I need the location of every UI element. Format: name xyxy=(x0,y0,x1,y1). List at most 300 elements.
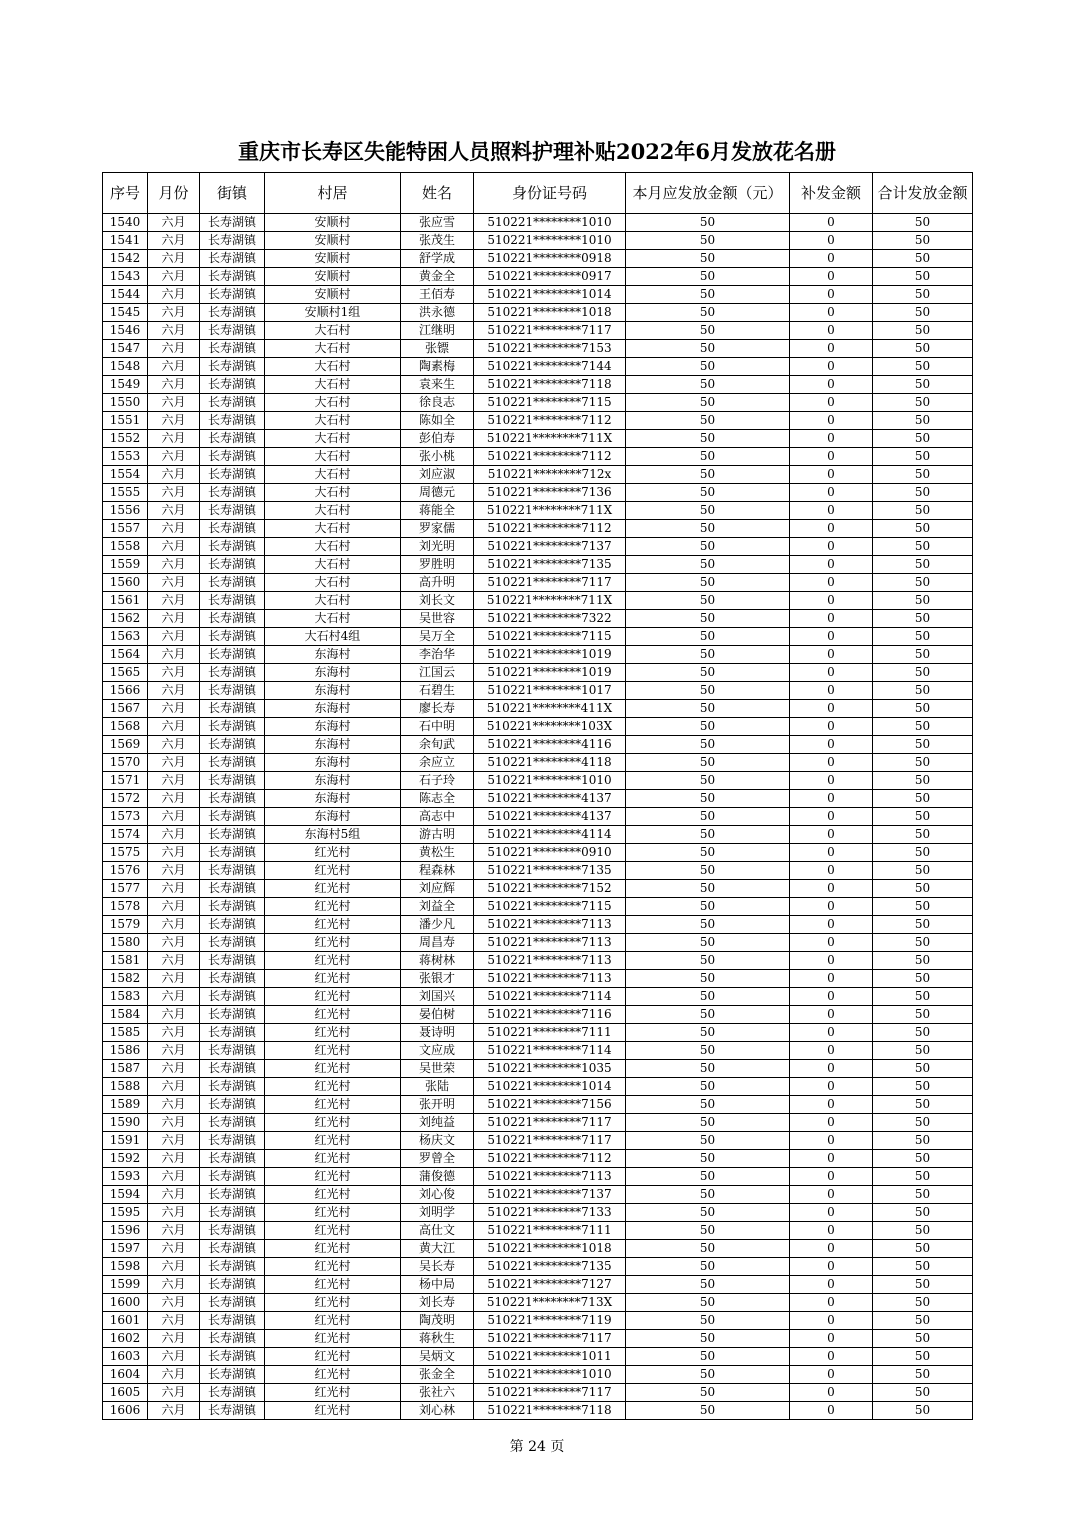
monthly-amount-cell: 50 xyxy=(626,1222,790,1240)
back-pay-cell: 0 xyxy=(790,1150,873,1168)
month-cell: 六月 xyxy=(148,466,200,484)
month-cell: 六月 xyxy=(148,538,200,556)
id-number-cell: 510221********711X xyxy=(474,592,626,610)
total-cell: 50 xyxy=(873,286,973,304)
name-cell: 张陆 xyxy=(401,1078,474,1096)
town-cell: 长寿湖镇 xyxy=(200,556,265,574)
month-cell: 六月 xyxy=(148,1132,200,1150)
monthly-amount-cell: 50 xyxy=(626,214,790,232)
village-cell: 大石村 xyxy=(265,502,401,520)
total-cell: 50 xyxy=(873,376,973,394)
back-pay-cell: 0 xyxy=(790,826,873,844)
town-cell: 长寿湖镇 xyxy=(200,754,265,772)
total-cell: 50 xyxy=(873,754,973,772)
monthly-amount-cell: 50 xyxy=(626,1150,790,1168)
back-pay-cell: 0 xyxy=(790,1330,873,1348)
village-cell: 红光村 xyxy=(265,1240,401,1258)
table-row xyxy=(103,700,973,718)
name-cell: 张茂生 xyxy=(401,232,474,250)
back-pay-cell: 0 xyxy=(790,628,873,646)
back-pay-cell: 0 xyxy=(790,844,873,862)
total-cell: 50 xyxy=(873,916,973,934)
village-cell: 红光村 xyxy=(265,1204,401,1222)
id-number-cell: 510221********711X xyxy=(474,502,626,520)
id-number-cell: 510221********7115 xyxy=(474,898,626,916)
seq-cell: 1563 xyxy=(103,628,148,646)
town-cell: 长寿湖镇 xyxy=(200,772,265,790)
name-cell: 张开明 xyxy=(401,1096,474,1114)
town-cell: 长寿湖镇 xyxy=(200,214,265,232)
id-number-cell: 510221********411X xyxy=(474,700,626,718)
monthly-amount-cell: 50 xyxy=(626,898,790,916)
month-cell: 六月 xyxy=(148,1258,200,1276)
town-cell: 长寿湖镇 xyxy=(200,520,265,538)
back-pay-cell: 0 xyxy=(790,808,873,826)
total-cell: 50 xyxy=(873,610,973,628)
town-cell: 长寿湖镇 xyxy=(200,1204,265,1222)
village-cell: 红光村 xyxy=(265,1060,401,1078)
village-cell: 大石村 xyxy=(265,358,401,376)
back-pay-cell: 0 xyxy=(790,394,873,412)
monthly-amount-cell: 50 xyxy=(626,232,790,250)
monthly-amount-cell: 50 xyxy=(626,1348,790,1366)
month-cell: 六月 xyxy=(148,790,200,808)
town-cell: 长寿湖镇 xyxy=(200,1240,265,1258)
seq-cell: 1573 xyxy=(103,808,148,826)
total-cell: 50 xyxy=(873,664,973,682)
village-cell: 红光村 xyxy=(265,1024,401,1042)
monthly-amount-cell: 50 xyxy=(626,466,790,484)
monthly-amount-cell: 50 xyxy=(626,916,790,934)
village-cell: 东海村 xyxy=(265,736,401,754)
village-cell: 大石村 xyxy=(265,466,401,484)
village-cell: 大石村 xyxy=(265,574,401,592)
name-cell: 张社六 xyxy=(401,1384,474,1402)
name-cell: 罗曾全 xyxy=(401,1150,474,1168)
monthly-amount-cell: 50 xyxy=(626,700,790,718)
village-cell: 大石村 xyxy=(265,340,401,358)
name-cell: 刘应辉 xyxy=(401,880,474,898)
town-cell: 长寿湖镇 xyxy=(200,394,265,412)
header-id-number: 身份证号码 xyxy=(474,173,626,214)
village-cell: 红光村 xyxy=(265,898,401,916)
village-cell: 大石村 xyxy=(265,484,401,502)
monthly-amount-cell: 50 xyxy=(626,340,790,358)
town-cell: 长寿湖镇 xyxy=(200,718,265,736)
town-cell: 长寿湖镇 xyxy=(200,1150,265,1168)
id-number-cell: 510221********1019 xyxy=(474,664,626,682)
seq-cell: 1594 xyxy=(103,1186,148,1204)
id-number-cell: 510221********7117 xyxy=(474,1384,626,1402)
village-cell: 红光村 xyxy=(265,1006,401,1024)
month-cell: 六月 xyxy=(148,520,200,538)
town-cell: 长寿湖镇 xyxy=(200,1348,265,1366)
id-number-cell: 510221********7117 xyxy=(474,1330,626,1348)
id-number-cell: 510221********7113 xyxy=(474,916,626,934)
id-number-cell: 510221********4118 xyxy=(474,754,626,772)
village-cell: 红光村 xyxy=(265,1078,401,1096)
month-cell: 六月 xyxy=(148,1294,200,1312)
id-number-cell: 510221********1010 xyxy=(474,232,626,250)
id-number-cell: 510221********4137 xyxy=(474,808,626,826)
name-cell: 陈如全 xyxy=(401,412,474,430)
back-pay-cell: 0 xyxy=(790,520,873,538)
village-cell: 红光村 xyxy=(265,844,401,862)
seq-cell: 1595 xyxy=(103,1204,148,1222)
seq-cell: 1565 xyxy=(103,664,148,682)
back-pay-cell: 0 xyxy=(790,214,873,232)
table-row xyxy=(103,340,973,358)
name-cell: 刘心俊 xyxy=(401,1186,474,1204)
monthly-amount-cell: 50 xyxy=(626,862,790,880)
town-cell: 长寿湖镇 xyxy=(200,700,265,718)
total-cell: 50 xyxy=(873,844,973,862)
village-cell: 红光村 xyxy=(265,1384,401,1402)
monthly-amount-cell: 50 xyxy=(626,1312,790,1330)
monthly-amount-cell: 50 xyxy=(626,754,790,772)
table-row xyxy=(103,646,973,664)
monthly-amount-cell: 50 xyxy=(626,1096,790,1114)
back-pay-cell: 0 xyxy=(790,1204,873,1222)
total-cell: 50 xyxy=(873,880,973,898)
table-row xyxy=(103,556,973,574)
month-cell: 六月 xyxy=(148,898,200,916)
village-cell: 红光村 xyxy=(265,1330,401,1348)
town-cell: 长寿湖镇 xyxy=(200,376,265,394)
id-number-cell: 510221********1011 xyxy=(474,1348,626,1366)
month-cell: 六月 xyxy=(148,1114,200,1132)
seq-cell: 1540 xyxy=(103,214,148,232)
table-row xyxy=(103,484,973,502)
monthly-amount-cell: 50 xyxy=(626,1078,790,1096)
town-cell: 长寿湖镇 xyxy=(200,1096,265,1114)
village-cell: 东海村 xyxy=(265,700,401,718)
village-cell: 大石村 xyxy=(265,394,401,412)
table-row xyxy=(103,1204,973,1222)
header-total: 合计发放金额 xyxy=(873,173,973,214)
month-cell: 六月 xyxy=(148,286,200,304)
monthly-amount-cell: 50 xyxy=(626,412,790,430)
monthly-amount-cell: 50 xyxy=(626,934,790,952)
month-cell: 六月 xyxy=(148,592,200,610)
month-cell: 六月 xyxy=(148,430,200,448)
seq-cell: 1555 xyxy=(103,484,148,502)
table-row xyxy=(103,862,973,880)
village-cell: 红光村 xyxy=(265,880,401,898)
village-cell: 红光村 xyxy=(265,916,401,934)
total-cell: 50 xyxy=(873,556,973,574)
table-row xyxy=(103,988,973,1006)
village-cell: 东海村 xyxy=(265,646,401,664)
id-number-cell: 510221********103X xyxy=(474,718,626,736)
id-number-cell: 510221********7112 xyxy=(474,520,626,538)
table-row xyxy=(103,1384,973,1402)
table-row xyxy=(103,1168,973,1186)
table-row xyxy=(103,934,973,952)
seq-cell: 1587 xyxy=(103,1060,148,1078)
id-number-cell: 510221********1018 xyxy=(474,1240,626,1258)
monthly-amount-cell: 50 xyxy=(626,1060,790,1078)
page-title: 重庆市长寿区失能特困人员照料护理补贴2022年6月发放花名册 xyxy=(237,139,837,164)
monthly-amount-cell: 50 xyxy=(626,1186,790,1204)
back-pay-cell: 0 xyxy=(790,970,873,988)
total-cell: 50 xyxy=(873,268,973,286)
town-cell: 长寿湖镇 xyxy=(200,358,265,376)
id-number-cell: 510221********0917 xyxy=(474,268,626,286)
table-row xyxy=(103,448,973,466)
total-cell: 50 xyxy=(873,1150,973,1168)
total-cell: 50 xyxy=(873,1114,973,1132)
town-cell: 长寿湖镇 xyxy=(200,484,265,502)
monthly-amount-cell: 50 xyxy=(626,358,790,376)
seq-cell: 1554 xyxy=(103,466,148,484)
total-cell: 50 xyxy=(873,1024,973,1042)
town-cell: 长寿湖镇 xyxy=(200,610,265,628)
month-cell: 六月 xyxy=(148,1096,200,1114)
village-cell: 红光村 xyxy=(265,1186,401,1204)
village-cell: 安顺村1组 xyxy=(265,304,401,322)
id-number-cell: 510221********1018 xyxy=(474,304,626,322)
total-cell: 50 xyxy=(873,628,973,646)
name-cell: 周昌寿 xyxy=(401,934,474,952)
total-cell: 50 xyxy=(873,1366,973,1384)
monthly-amount-cell: 50 xyxy=(626,286,790,304)
town-cell: 长寿湖镇 xyxy=(200,286,265,304)
seq-cell: 1547 xyxy=(103,340,148,358)
village-cell: 红光村 xyxy=(265,1168,401,1186)
back-pay-cell: 0 xyxy=(790,268,873,286)
seq-cell: 1582 xyxy=(103,970,148,988)
town-cell: 长寿湖镇 xyxy=(200,826,265,844)
table-row xyxy=(103,772,973,790)
month-cell: 六月 xyxy=(148,628,200,646)
table-row xyxy=(103,394,973,412)
back-pay-cell: 0 xyxy=(790,1024,873,1042)
id-number-cell: 510221********1010 xyxy=(474,214,626,232)
back-pay-cell: 0 xyxy=(790,466,873,484)
month-cell: 六月 xyxy=(148,556,200,574)
back-pay-cell: 0 xyxy=(790,1042,873,1060)
name-cell: 彭伯寿 xyxy=(401,430,474,448)
total-cell: 50 xyxy=(873,520,973,538)
id-number-cell: 510221********7127 xyxy=(474,1276,626,1294)
monthly-amount-cell: 50 xyxy=(626,1114,790,1132)
monthly-amount-cell: 50 xyxy=(626,1330,790,1348)
town-cell: 长寿湖镇 xyxy=(200,268,265,286)
village-cell: 东海村 xyxy=(265,664,401,682)
id-number-cell: 510221********7322 xyxy=(474,610,626,628)
monthly-amount-cell: 50 xyxy=(626,1132,790,1150)
monthly-amount-cell: 50 xyxy=(626,1384,790,1402)
month-cell: 六月 xyxy=(148,1078,200,1096)
id-number-cell: 510221********7112 xyxy=(474,1150,626,1168)
table-row xyxy=(103,592,973,610)
town-cell: 长寿湖镇 xyxy=(200,988,265,1006)
name-cell: 徐良志 xyxy=(401,394,474,412)
id-number-cell: 510221********7116 xyxy=(474,1006,626,1024)
table-row xyxy=(103,1150,973,1168)
town-cell: 长寿湖镇 xyxy=(200,1384,265,1402)
seq-cell: 1561 xyxy=(103,592,148,610)
month-cell: 六月 xyxy=(148,214,200,232)
name-cell: 刘长文 xyxy=(401,592,474,610)
total-cell: 50 xyxy=(873,394,973,412)
name-cell: 吴世容 xyxy=(401,610,474,628)
total-cell: 50 xyxy=(873,1330,973,1348)
town-cell: 长寿湖镇 xyxy=(200,1024,265,1042)
name-cell: 蒋树林 xyxy=(401,952,474,970)
total-cell: 50 xyxy=(873,502,973,520)
town-cell: 长寿湖镇 xyxy=(200,430,265,448)
back-pay-cell: 0 xyxy=(790,790,873,808)
month-cell: 六月 xyxy=(148,340,200,358)
name-cell: 黄松生 xyxy=(401,844,474,862)
total-cell: 50 xyxy=(873,1240,973,1258)
village-cell: 红光村 xyxy=(265,1312,401,1330)
total-cell: 50 xyxy=(873,1204,973,1222)
table-row xyxy=(103,286,973,304)
table-row xyxy=(103,736,973,754)
table-row xyxy=(103,1078,973,1096)
monthly-amount-cell: 50 xyxy=(626,394,790,412)
village-cell: 大石村 xyxy=(265,430,401,448)
id-number-cell: 510221********1014 xyxy=(474,286,626,304)
seq-cell: 1545 xyxy=(103,304,148,322)
total-cell: 50 xyxy=(873,1186,973,1204)
id-number-cell: 510221********7117 xyxy=(474,574,626,592)
name-cell: 洪永德 xyxy=(401,304,474,322)
monthly-amount-cell: 50 xyxy=(626,322,790,340)
name-cell: 吴炳文 xyxy=(401,1348,474,1366)
back-pay-cell: 0 xyxy=(790,880,873,898)
seq-cell: 1567 xyxy=(103,700,148,718)
name-cell: 袁来生 xyxy=(401,376,474,394)
monthly-amount-cell: 50 xyxy=(626,376,790,394)
table-row xyxy=(103,1330,973,1348)
name-cell: 王佰寿 xyxy=(401,286,474,304)
name-cell: 刘益全 xyxy=(401,898,474,916)
town-cell: 长寿湖镇 xyxy=(200,1006,265,1024)
month-cell: 六月 xyxy=(148,988,200,1006)
table-row xyxy=(103,1024,973,1042)
month-cell: 六月 xyxy=(148,394,200,412)
name-cell: 黄金全 xyxy=(401,268,474,286)
name-cell: 江继明 xyxy=(401,322,474,340)
back-pay-cell: 0 xyxy=(790,1060,873,1078)
monthly-amount-cell: 50 xyxy=(626,880,790,898)
back-pay-cell: 0 xyxy=(790,700,873,718)
seq-cell: 1585 xyxy=(103,1024,148,1042)
table-row xyxy=(103,898,973,916)
table-row xyxy=(103,1132,973,1150)
seq-cell: 1571 xyxy=(103,772,148,790)
total-cell: 50 xyxy=(873,1258,973,1276)
seq-cell: 1566 xyxy=(103,682,148,700)
monthly-amount-cell: 50 xyxy=(626,484,790,502)
seq-cell: 1542 xyxy=(103,250,148,268)
monthly-amount-cell: 50 xyxy=(626,772,790,790)
village-cell: 大石村 xyxy=(265,610,401,628)
back-pay-cell: 0 xyxy=(790,1294,873,1312)
village-cell: 大石村 xyxy=(265,376,401,394)
table-row xyxy=(103,844,973,862)
back-pay-cell: 0 xyxy=(790,448,873,466)
table-row xyxy=(103,1258,973,1276)
month-cell: 六月 xyxy=(148,484,200,502)
seq-cell: 1581 xyxy=(103,952,148,970)
total-cell: 50 xyxy=(873,736,973,754)
total-cell: 50 xyxy=(873,808,973,826)
month-cell: 六月 xyxy=(148,1312,200,1330)
total-cell: 50 xyxy=(873,466,973,484)
table-row xyxy=(103,952,973,970)
id-number-cell: 510221********7112 xyxy=(474,412,626,430)
total-cell: 50 xyxy=(873,592,973,610)
id-number-cell: 510221********7152 xyxy=(474,880,626,898)
total-cell: 50 xyxy=(873,1060,973,1078)
name-cell: 张银才 xyxy=(401,970,474,988)
name-cell: 吴万全 xyxy=(401,628,474,646)
table-row xyxy=(103,880,973,898)
id-number-cell: 510221********4114 xyxy=(474,826,626,844)
village-cell: 红光村 xyxy=(265,934,401,952)
monthly-amount-cell: 50 xyxy=(626,1276,790,1294)
name-cell: 刘光明 xyxy=(401,538,474,556)
back-pay-cell: 0 xyxy=(790,1348,873,1366)
month-cell: 六月 xyxy=(148,952,200,970)
monthly-amount-cell: 50 xyxy=(626,250,790,268)
back-pay-cell: 0 xyxy=(790,538,873,556)
id-number-cell: 510221********7136 xyxy=(474,484,626,502)
table-row xyxy=(103,1294,973,1312)
seq-cell: 1592 xyxy=(103,1150,148,1168)
month-cell: 六月 xyxy=(148,322,200,340)
total-cell: 50 xyxy=(873,1348,973,1366)
total-cell: 50 xyxy=(873,448,973,466)
town-cell: 长寿湖镇 xyxy=(200,664,265,682)
village-cell: 红光村 xyxy=(265,1258,401,1276)
month-cell: 六月 xyxy=(148,1006,200,1024)
id-number-cell: 510221********7135 xyxy=(474,862,626,880)
seq-cell: 1543 xyxy=(103,268,148,286)
town-cell: 长寿湖镇 xyxy=(200,1330,265,1348)
id-number-cell: 510221********1010 xyxy=(474,1366,626,1384)
seq-cell: 1568 xyxy=(103,718,148,736)
total-cell: 50 xyxy=(873,682,973,700)
page-number: 第 24 页 xyxy=(509,1439,565,1455)
back-pay-cell: 0 xyxy=(790,718,873,736)
village-cell: 安顺村 xyxy=(265,268,401,286)
table-row xyxy=(103,1240,973,1258)
name-cell: 陶素梅 xyxy=(401,358,474,376)
id-number-cell: 510221********7156 xyxy=(474,1096,626,1114)
village-cell: 东海村 xyxy=(265,718,401,736)
seq-cell: 1598 xyxy=(103,1258,148,1276)
village-cell: 红光村 xyxy=(265,1366,401,1384)
table-row xyxy=(103,232,973,250)
table-row xyxy=(103,682,973,700)
id-number-cell: 510221********7112 xyxy=(474,448,626,466)
seq-cell: 1579 xyxy=(103,916,148,934)
total-cell: 50 xyxy=(873,340,973,358)
seq-cell: 1574 xyxy=(103,826,148,844)
month-cell: 六月 xyxy=(148,502,200,520)
village-cell: 大石村 xyxy=(265,556,401,574)
town-cell: 长寿湖镇 xyxy=(200,1258,265,1276)
town-cell: 长寿湖镇 xyxy=(200,970,265,988)
name-cell: 高升明 xyxy=(401,574,474,592)
back-pay-cell: 0 xyxy=(790,952,873,970)
